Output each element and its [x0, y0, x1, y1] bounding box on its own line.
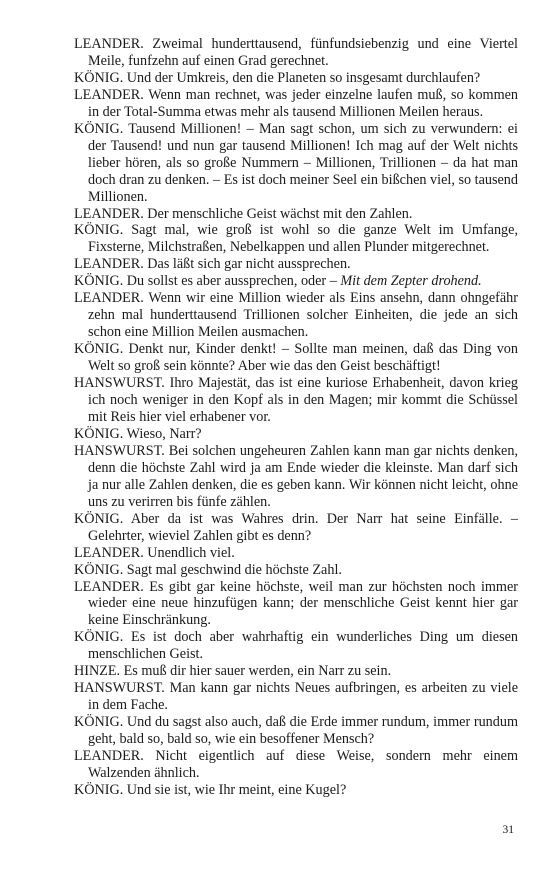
speech-paragraph: KÖNIG. Und sie ist, wie Ihr meint, eine Kugel?: [74, 781, 347, 798]
speech-paragraph: HANSWURST. Man kann gar nichts Neues aufbringen, es arbeiten zu viele in dem Fache.: [74, 680, 518, 714]
speech-paragraph: LEANDER. Das läßt sich gar nicht aussprechen.: [74, 256, 351, 273]
speech-paragraph: HINZE. Es muß dir hier sauer werden, ein Narr zu sein.: [74, 663, 392, 680]
speech-paragraph: KÖNIG. Wieso, Narr?: [74, 425, 202, 442]
speech-paragraph: KÖNIG. Und der Umkreis, den die Planeten so insgesamt durchlaufen?: [74, 69, 481, 86]
stage-direction: Mit dem Zepter drohend.: [340, 273, 482, 290]
speech-paragraph: LEANDER. Zweimal hunderttausend, fünfundsiebenzig und eine Viertel Meile, funfzehn auf einen Grad gerechnet.: [74, 36, 518, 69]
speech-paragraph: HANSWURST. Ihro Majestät, das ist eine kuriose Erhabenheit, davon krieg ich noch weniger in den Kopf als in den Magen; mir kommt die Schüssel mit Reis hier viel erhabener vor.: [74, 375, 518, 425]
speech-paragraph: KÖNIG. Aber da ist was Wahres drin. Der Narr hat seine Einfälle. – Gelehrter, wieviel Zahlen gibt es denn?: [74, 510, 518, 544]
speech-paragraph: KÖNIG. Es ist doch aber wahrhaftig ein wunderliches Ding um diesen menschlichen Geist.: [74, 629, 518, 663]
speech-text: KÖNIG. Du sollst es aber aussprechen, oder –: [74, 273, 341, 290]
speech-paragraph: HANSWURST. Bei solchen ungeheuren Zahlen kann man gar nichts denken, denn die höchste Zahl wird ja am Ende wieder die kleinste. Man darf sich ja nur alle Zahlen denken, die es geben kann. Wir können nicht leicht, ohne uns zu verirren bis fünfe zählen.: [74, 442, 518, 510]
speech-paragraph: LEANDER. Wenn man rechnet, was jeder einzelne laufen muß, so kommen in der Total-Summa etwas mehr als tausend Millionen Meilen heraus.: [74, 86, 518, 120]
speech-paragraph: KÖNIG. Denkt nur, Kinder denkt! – Sollte man meinen, daß das Ding von Welt so groß sein könnte? Aber wie das den Geist beschäftigt!: [74, 341, 518, 375]
speech-paragraph-with-stage-direction: [74, 273, 518, 290]
speech-paragraph: LEANDER. Wenn wir eine Million wieder als Eins ansehn, dann ohngefähr zehn mal hunderttausend Trillionen solcher Einheiten, die jede an sich schon eine Million Meilen ausmachen.: [74, 290, 518, 341]
speech-paragraph: KÖNIG. Tausend Millionen! – Man sagt schon, um sich zu verwundern: ei der Tausend! und nun gar tausend Millionen! Ich mag auf der Welt nichts lieber hören, als so große Nummern – Millionen, Trillionen – da hat man doch dran zu denken. – Es ist doch meiner Seel ein bißchen viel, so tausend Millionen.: [74, 120, 518, 205]
speech-paragraph: KÖNIG. Und du sagst also auch, daß die Erde immer rundum, immer rundum geht, bald so, bald so, wie ein besoffener Mensch?: [74, 714, 518, 748]
speech-paragraph: KÖNIG. Sagt mal, wie groß ist wohl so die ganze Welt im Umfange, Fixsterne, Milchstraßen, Nebelkappen und allen Plunder mitgerechnet.: [74, 222, 518, 256]
speech-paragraph: LEANDER. Nicht eigentlich auf diese Weise, sondern mehr einem Walzenden ähnlich.: [74, 748, 518, 781]
speech-paragraph: LEANDER. Es gibt gar keine höchste, weil man zur höchsten noch immer wieder eine neue hinzufügen kann; der menschliche Geist kennt hier gar keine Einschränkung.: [74, 578, 518, 629]
speech-paragraph: LEANDER. Der menschliche Geist wächst mit den Zahlen.: [74, 205, 413, 222]
speech-paragraph: LEANDER. Unendlich viel.: [74, 544, 235, 561]
speech-paragraph: KÖNIG. Sagt mal geschwind die höchste Zahl.: [74, 561, 342, 578]
page-number: 31: [502, 824, 514, 836]
page-body-text: [74, 36, 518, 799]
